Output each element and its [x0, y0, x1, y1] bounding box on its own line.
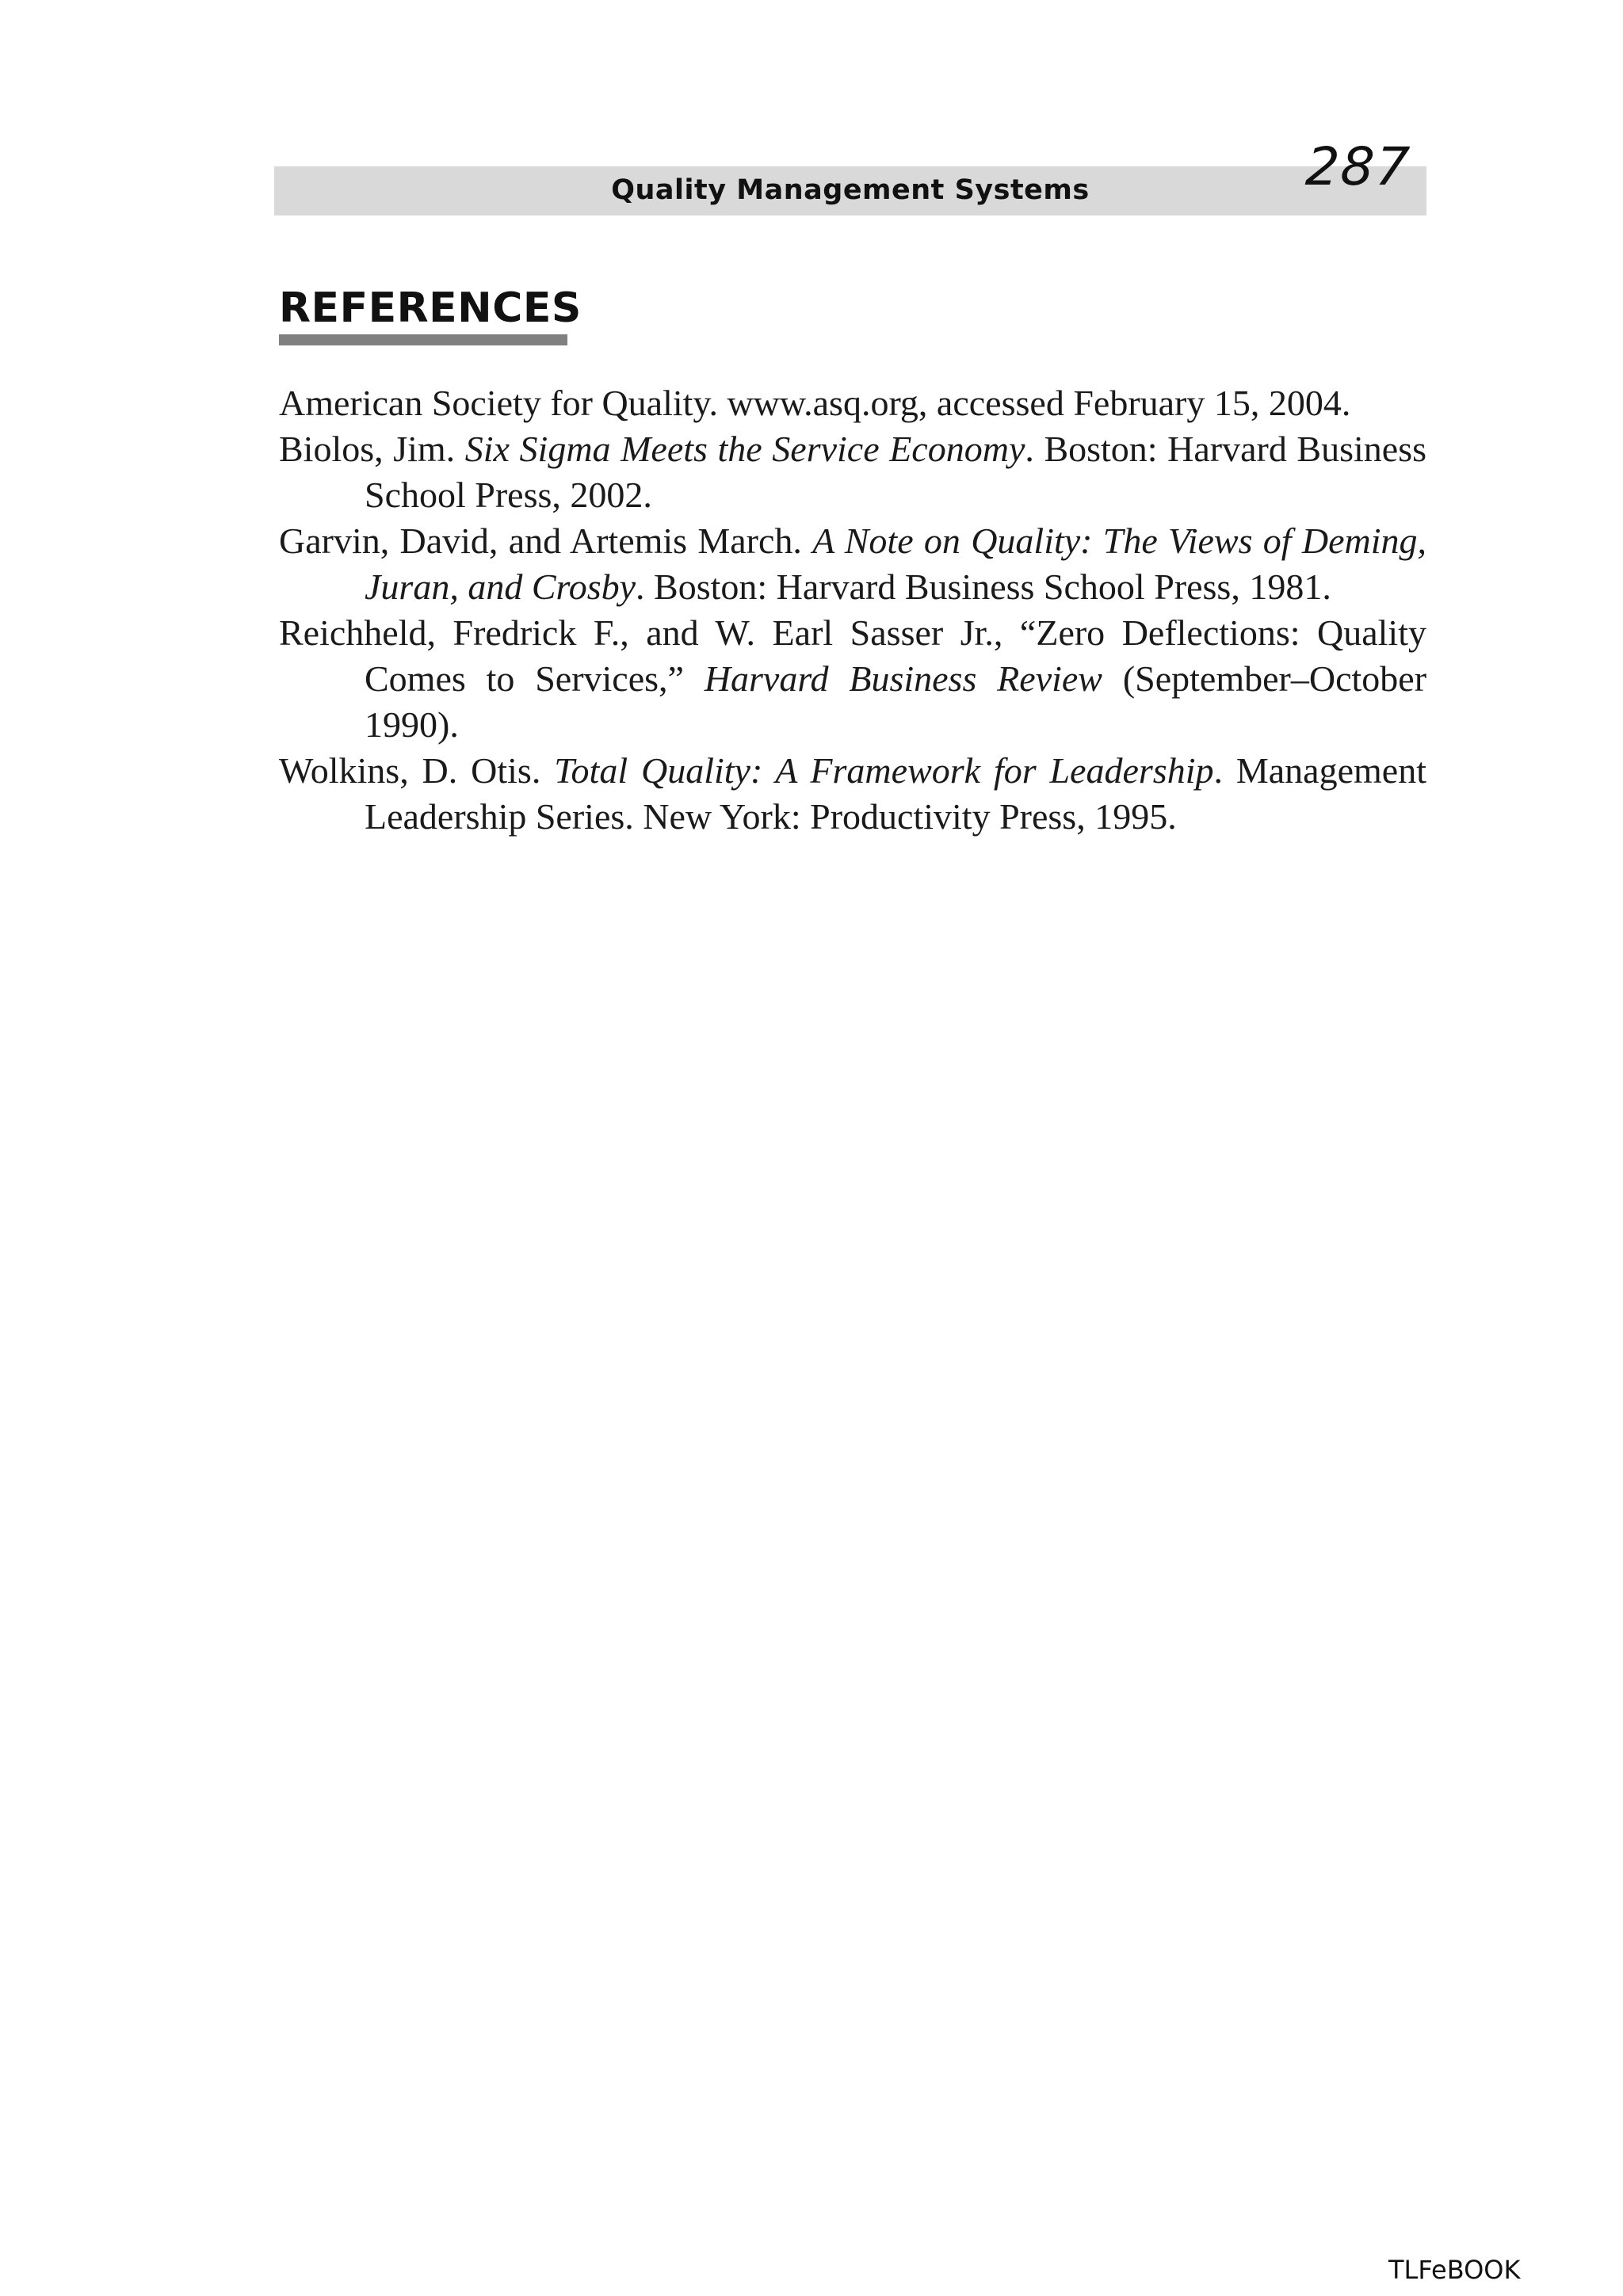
- running-head: Quality Management Systems: [611, 174, 1090, 206]
- section-heading: REFERENCES: [279, 284, 582, 332]
- reference-text: . Boston: Harvard Business School Press, 1981.: [636, 566, 1331, 607]
- page-number: 287: [1304, 136, 1413, 197]
- reference-item: [279, 748, 1426, 840]
- reference-item: [279, 380, 1426, 426]
- reference-text: . Management Leadership Series. New York: Productivity Press, 1995.: [365, 750, 1426, 837]
- reference-item: [279, 426, 1426, 518]
- heading-underline: [279, 334, 567, 345]
- reference-text: Biolos, Jim.: [279, 429, 465, 469]
- reference-item: [279, 518, 1426, 610]
- reference-list: [279, 380, 1426, 840]
- reference-text: Reichheld, Fredrick F., and W. Earl Sasser Jr., “Zero Deflections: Quality Comes to Services,”: [279, 612, 1426, 699]
- reference-item: [279, 610, 1426, 748]
- footer-tag: TLFeBOOK: [1388, 2255, 1521, 2285]
- reference-title: Six Sigma Meets the Service Economy: [464, 429, 1025, 469]
- reference-text: Garvin, David, and Artemis March.: [279, 521, 813, 561]
- reference-text: American Society for Quality. www.asq.org, accessed February 15, 2004.: [279, 383, 1351, 423]
- reference-title: Harvard Business Review: [704, 658, 1102, 699]
- reference-title: Total Quality: A Framework for Leadership: [554, 750, 1214, 791]
- reference-text: . Boston: Harvard Business School Press, 2002.: [365, 429, 1427, 515]
- reference-title: A Note on Quality: The Views of Deming, Juran, and Crosby: [365, 521, 1426, 607]
- reference-text: (September–October 1990).: [365, 658, 1427, 745]
- reference-text: Wolkins, D. Otis.: [279, 750, 555, 791]
- running-head-bar: [274, 166, 1426, 215]
